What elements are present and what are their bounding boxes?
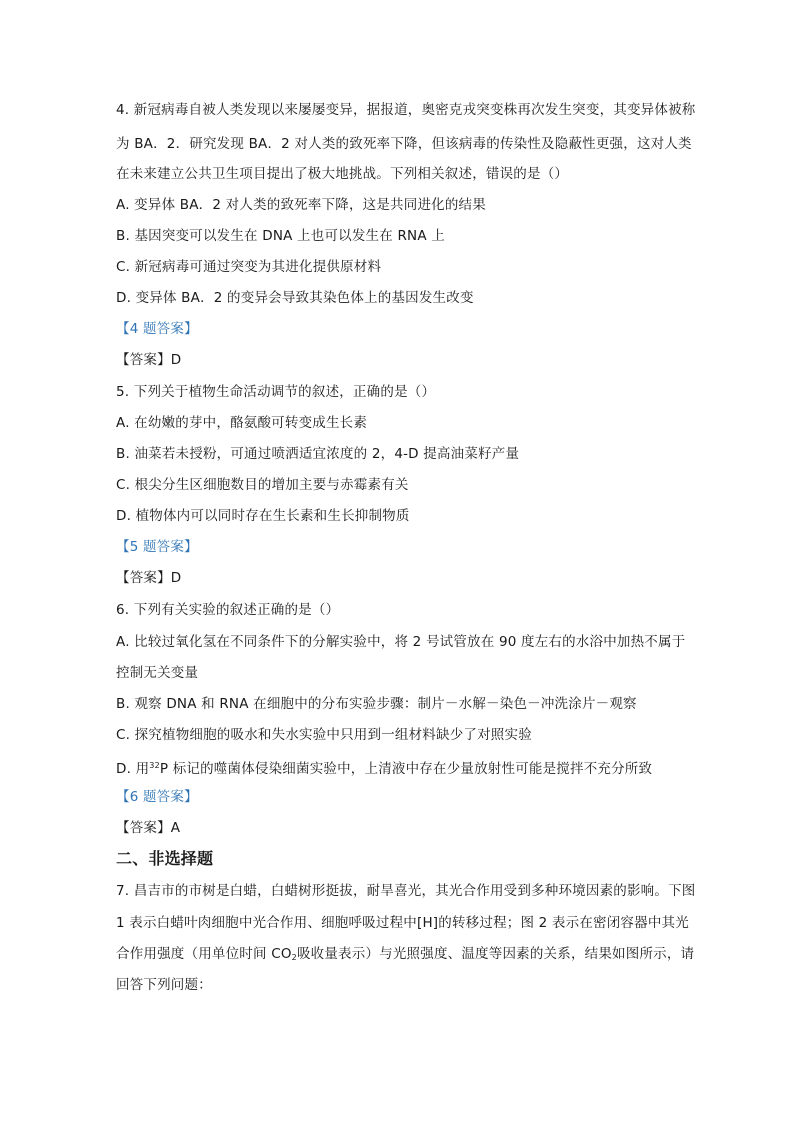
q6-option-d-prefix: D. 用 [116, 761, 150, 777]
q4-option-b: B. 基因突变可以发生在 DNA 上也可以发生在 RNA 上 [116, 228, 445, 244]
q4-answer-tag: 【4 题答案】 [116, 321, 198, 337]
q4-stem-line-3: 在未来建立公共卫生项目提出了极大地挑战。下列相关叙述，错误的是（） [116, 166, 569, 182]
q6-option-d-isotope: 32 [149, 761, 160, 770]
q6-option-d [116, 756, 696, 779]
section-heading: 二、非选择题 [116, 849, 214, 868]
q7-stem-line-3-suffix: 吸收量表示）与光照强度、温度等因素的关系，结果如图所示，请 [296, 946, 695, 962]
q5-stem-line-1: 5. 下列关于植物生命活动调节的叙述，正确的是（） [116, 384, 436, 400]
q6-option-a-continued: 控制无关变量 [116, 665, 199, 681]
q4-option-d: D. 变异体 BA．2 的变异会导致其染色体上的基因发生改变 [116, 290, 474, 306]
q7-stem-line-4: 回答下列问题： [116, 977, 212, 993]
q4-stem-line-1: 4. 新冠病毒自被人类发现以来屡屡变异，据报道，奥密克戎突变株再次发生突变，其变异体被称 [116, 102, 696, 118]
q4-option-c: C. 新冠病毒可通过突变为其进化提供原材料 [116, 259, 382, 275]
q6-option-d-suffix: P 标记的噬菌体侵染细菌实验中，上清液中存在少量放射性可能是搅拌不充分所致 [159, 761, 653, 777]
q5-option-a: A. 在幼嫩的芽中，酪氨酸可转变成生长素 [116, 415, 368, 431]
q4-stem-line-2: 为 BA．2．研究发现 BA．2 对人类的致死率下降，但该病毒的传染性及隐蔽性更强，这对人类 [116, 136, 692, 152]
q4-answer: 【答案】D [116, 352, 182, 368]
q5-option-b: B. 油菜若未授粉，可通过喷洒适宜浓度的 2，4-D 提高油菜籽产量 [116, 446, 520, 462]
q6-option-c: C. 探究植物细胞的吸水和失水实验中只用到一组材料缺少了对照实验 [116, 727, 532, 743]
q7-stem-line-1: 7. 昌吉市的市树是白蜡，白蜡树形挺拔，耐旱喜光，其光合作用受到多种环境因素的影响。下图 [116, 883, 696, 899]
q7-co2-subscript: 2 [291, 953, 297, 962]
q5-option-d: D. 植物体内可以同时存在生长素和生长抑制物质 [116, 508, 410, 524]
q6-option-a: A. 比较过氧化氢在不同条件下的分解实验中，将 2 号试管放在 90 度左右的水浴中加热不属于 [116, 634, 686, 650]
q5-option-c: C. 根尖分生区细胞数目的增加主要与赤霉素有关 [116, 477, 409, 493]
q6-stem-line-1: 6. 下列有关实验的叙述正确的是（） [116, 602, 340, 618]
q6-option-b: B. 观察 DNA 和 RNA 在细胞中的分布实验步骤：制片－水解－染色－冲洗涂片－观察 [116, 696, 637, 712]
q6-answer-tag: 【6 题答案】 [116, 789, 198, 805]
q7-stem-line-2: 1 表示白蜡叶肉细胞中光合作用、细胞呼吸过程中[H]的转移过程；图 2 表示在密闭容器中其光 [116, 915, 689, 931]
q6-answer: 【答案】A [116, 820, 181, 836]
q4-option-a: A. 变异体 BA．2 对人类的致死率下降，这是共同进化的结果 [116, 197, 486, 213]
q5-answer: 【答案】D [116, 570, 182, 586]
q7-stem-line-3 [116, 944, 696, 968]
q5-answer-tag: 【5 题答案】 [116, 539, 198, 555]
q7-stem-line-3-prefix: 合作用强度（用单位时间 CO [116, 946, 292, 962]
